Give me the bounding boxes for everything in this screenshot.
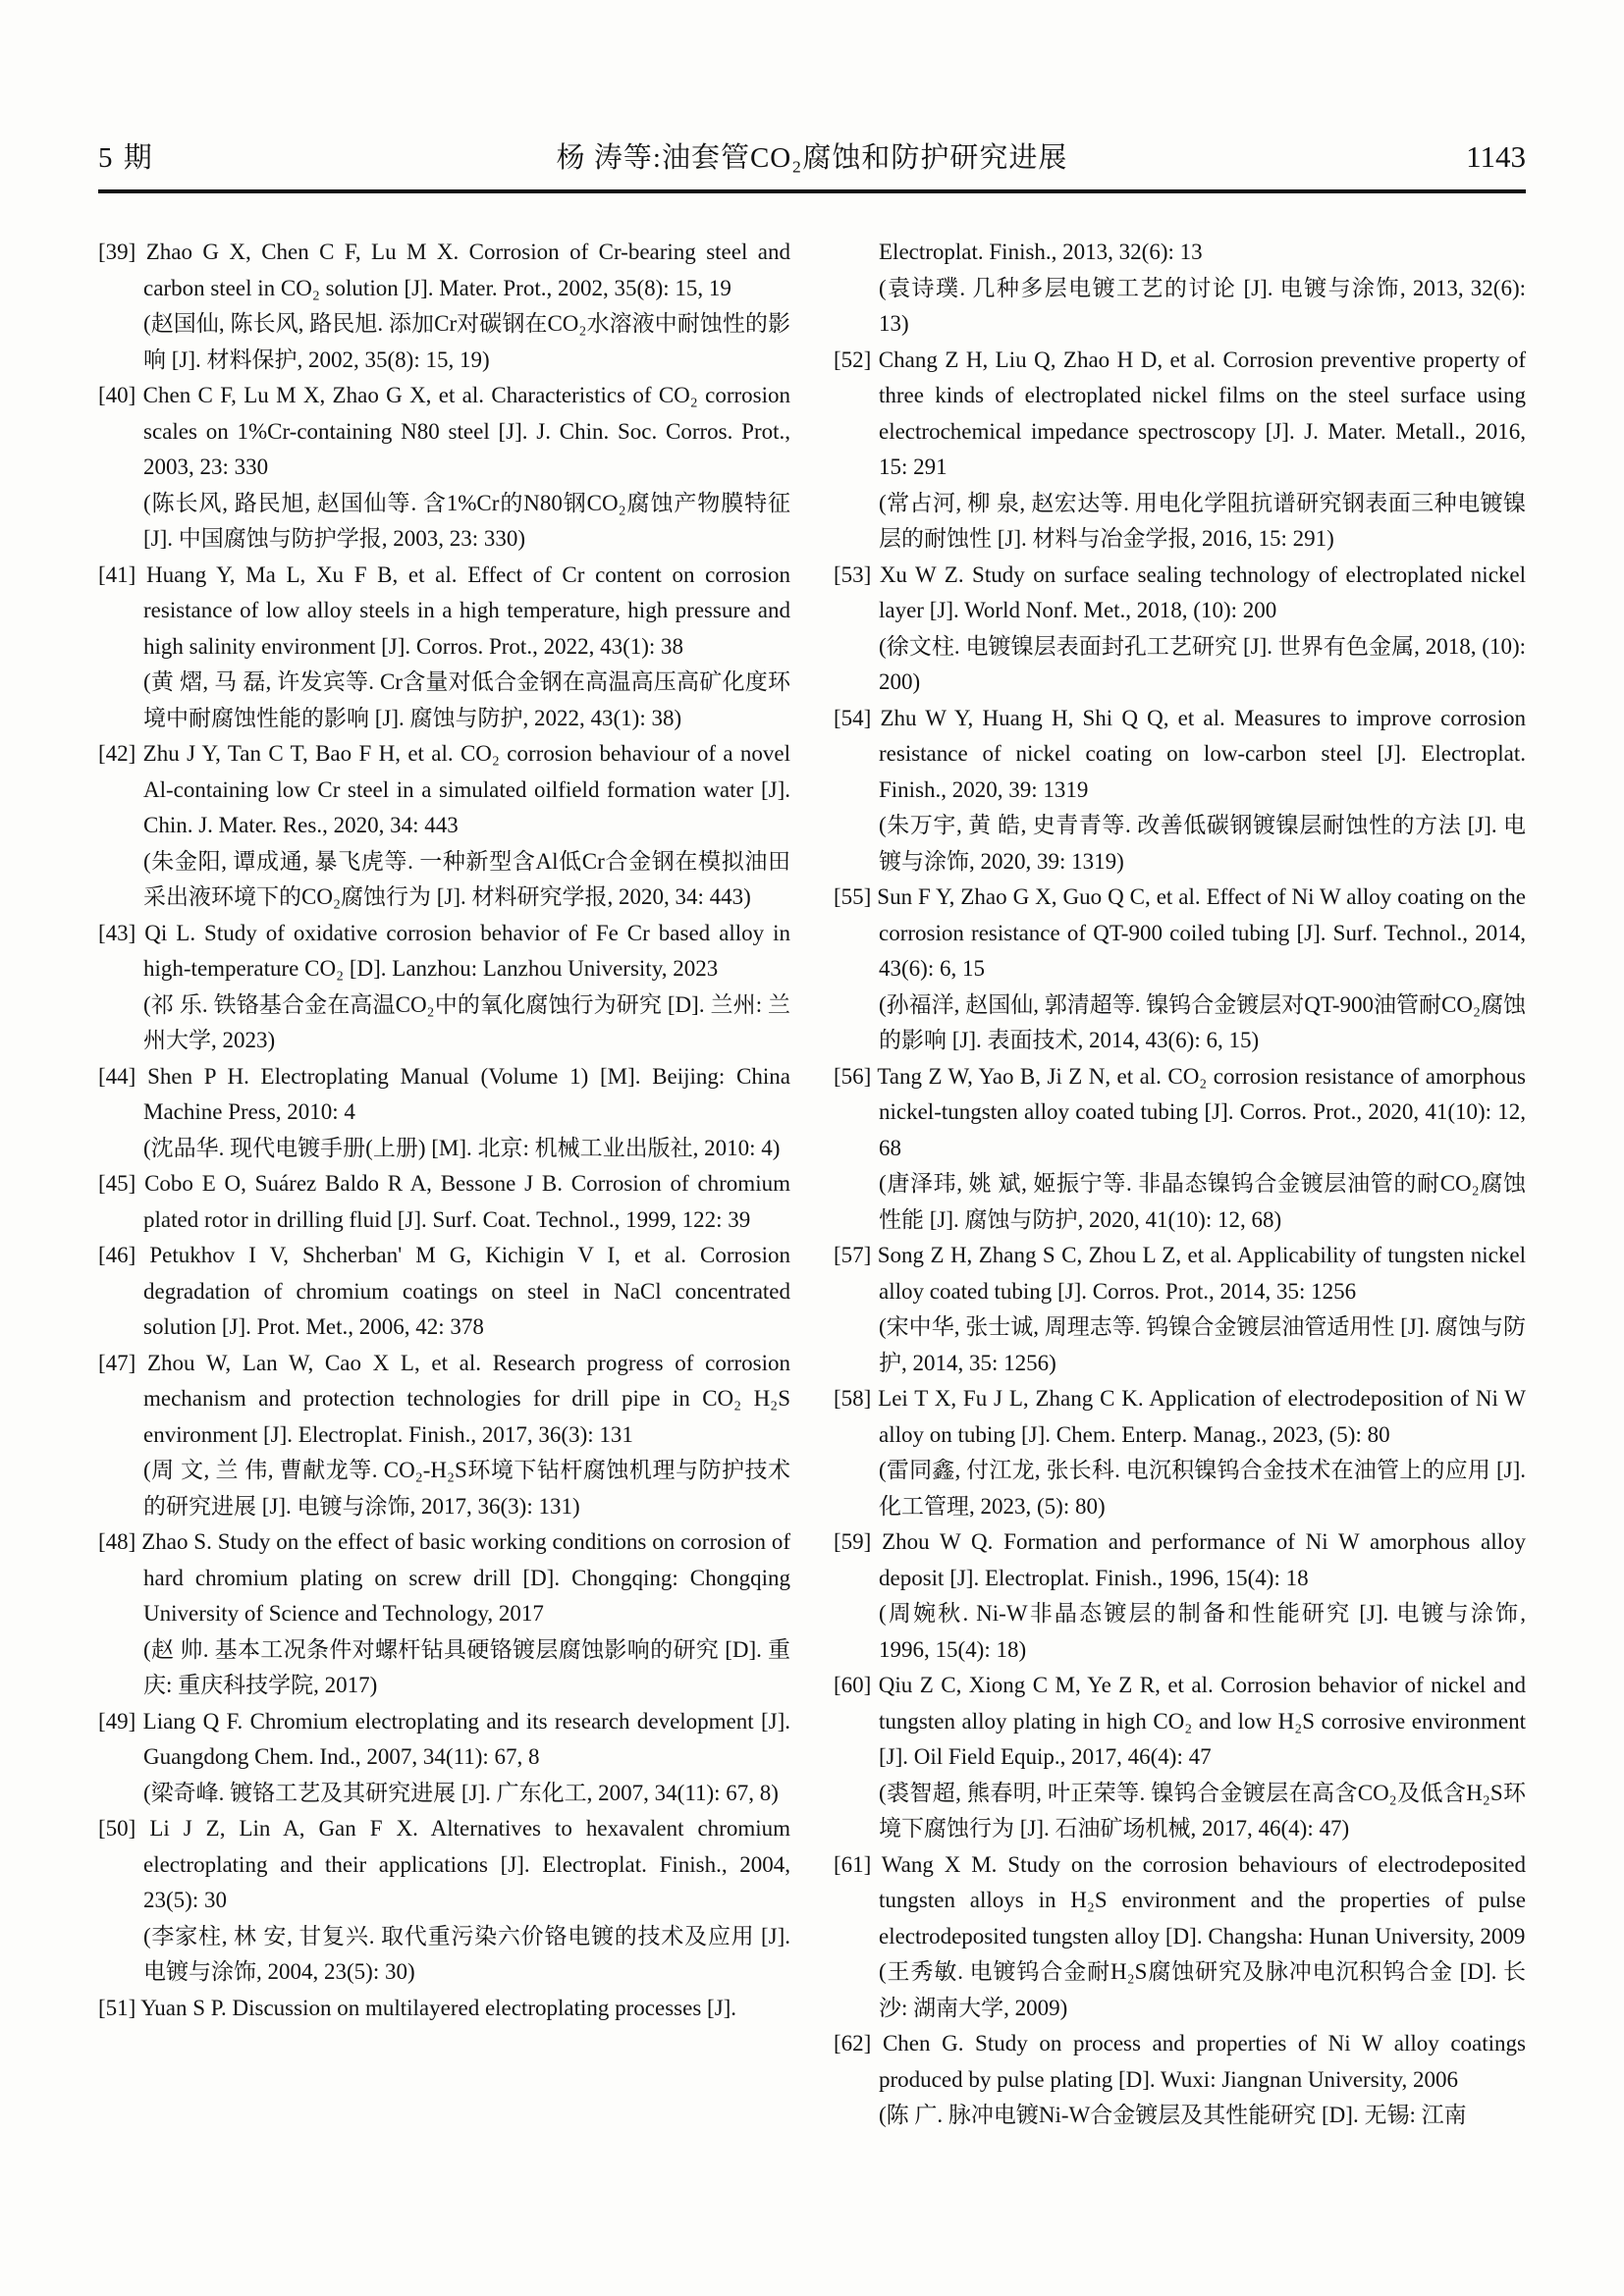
page-header bbox=[98, 135, 1526, 176]
reference-item bbox=[834, 1059, 1526, 1239]
reference-label: [46] bbox=[98, 1243, 150, 1267]
reference-text-cn: (常占河, 柳 泉, 赵宏达等. 用电化学阻抗谱研究钢表面三种电镀镍层的耐蚀性 [J]. 材料与冶金学报, 2016, 15: 291) bbox=[879, 490, 1526, 551]
reference-label: [45] bbox=[98, 1171, 145, 1196]
reference-text-en: Yuan S P. Discussion on multilayered electroplating processes [J]. bbox=[140, 1995, 737, 2020]
reference-label: [58] bbox=[834, 1386, 879, 1411]
issue-number: 5 期 bbox=[98, 142, 154, 174]
reference-text-en: Huang Y, Ma L, Xu F B, et al. Effect of Cr content on corrosion resistance of low alloy steels in a high temperature, high pressure and high salinity environment [J]. Corros. Prot., 2022, 43(1): 38 bbox=[143, 561, 790, 659]
reference-item bbox=[834, 701, 1526, 881]
reference-label: [41] bbox=[98, 561, 146, 587]
reference-text-en: Chang Z H, Liu Q, Zhao H D, et al. Corrosion preventive property of three kinds of electroplated nickel films on the steel surface using electrochemical impedance spectroscopy [J]. J. Mater. Metall., 2016, 15: 291 bbox=[878, 347, 1526, 479]
reference-item bbox=[834, 1524, 1526, 1668]
reference-text-cn: (王秀敏. 电镀钨合金耐H₂S腐蚀研究及脉冲电沉积钨合金 [D]. 长沙: 湖南大学, 2009) bbox=[879, 1959, 1526, 2020]
reference-text-cn: (朱金阳, 谭成通, 暴飞虎等. 一种新型含Al低Cr合金钢在模拟油田采出液环境下的CO₂腐蚀行为 [J]. 材料研究学报, 2020, 34: 443) bbox=[143, 848, 790, 909]
reference-label: [60] bbox=[834, 1673, 879, 1697]
reference-text-cn: (梁奇峰. 镀铬工艺及其研究进展 [J]. 广东化工, 2007, 34(11): 67, 8) bbox=[143, 1780, 779, 1805]
reference-text-en: Cobo E O, Suárez Baldo R A, Bessone J B. Corrosion of chromium plated rotor in drilling fluid [J]. Surf. Coat. Technol., 1999, 122: 39 bbox=[143, 1171, 790, 1232]
references-column-right bbox=[834, 235, 1526, 2134]
reference-item bbox=[98, 1238, 790, 1346]
reference-item bbox=[98, 1991, 790, 2027]
reference-item bbox=[98, 1059, 790, 1167]
reference-text-cn: (赵 帅. 基本工况条件对螺杆钻具硬铬镀层腐蚀影响的研究 [D]. 重庆: 重庆科技学院, 2017) bbox=[143, 1636, 790, 1697]
reference-item bbox=[834, 1668, 1526, 1847]
reference-text-en: Electroplat. Finish., 2013, 32(6): 13 bbox=[879, 240, 1203, 264]
reference-label: [47] bbox=[98, 1350, 147, 1375]
reference-text-en: Xu W Z. Study on surface sealing technology of electroplated nickel layer [J]. World Nonf. Met., 2018, (10): 200 bbox=[879, 561, 1526, 622]
reference-text-en: Zhou W Q. Formation and performance of Ni W amorphous alloy deposit [J]. Electroplat. Finish., 1996, 15(4): 18 bbox=[879, 1529, 1526, 1590]
reference-item bbox=[834, 558, 1526, 701]
reference-text-en: Zhao G X, Chen C F, Lu M X. Corrosion of Cr-bearing steel and carbon steel in CO₂ solution [J]. Mater. Prot., 2002, 35(8): 15, 19 bbox=[143, 240, 790, 300]
reference-text-en: Tang Z W, Yao B, Ji Z N, et al. CO₂ corrosion resistance of amorphous nickel-tungsten alloy coated tubing [J]. Corros. Prot., 2020, 41(10): 12, 68 bbox=[877, 1063, 1527, 1160]
reference-item bbox=[98, 1704, 790, 1812]
reference-text-en: Qi L. Study of oxidative corrosion behavior of Fe Cr based alloy in high-temperature CO₂ [D]. Lanzhou: Lanzhou University, 2023 bbox=[143, 920, 790, 981]
reference-label: [52] bbox=[834, 347, 879, 372]
reference-item bbox=[834, 880, 1526, 1059]
reference-label: [42] bbox=[98, 741, 143, 766]
reference-label: [56] bbox=[834, 1063, 878, 1089]
reference-label: [48] bbox=[98, 1529, 142, 1554]
reference-label: [59] bbox=[834, 1529, 883, 1554]
reference-item bbox=[98, 235, 790, 378]
reference-label: [39] bbox=[98, 240, 146, 264]
reference-text-en: Lei T X, Fu J L, Zhang C K. Application of electrodeposition of Ni W alloy on tubing [J]. Chem. Enterp. Manag., 2023, (5): 80 bbox=[878, 1386, 1526, 1447]
reference-text-cn: (徐文柱. 电镀镍层表面封孔工艺研究 [J]. 世界有色金属, 2018, (10): 200) bbox=[879, 633, 1526, 694]
reference-item bbox=[98, 1811, 790, 1991]
reference-item bbox=[834, 1381, 1526, 1524]
reference-text-cn: (宋中华, 张士诚, 周理志等. 钨镍合金镀层油管适用性 [J]. 腐蚀与防护, 2014, 35: 1256) bbox=[879, 1314, 1526, 1375]
references-column-left bbox=[98, 235, 790, 2134]
reference-item bbox=[98, 1166, 790, 1238]
reference-label: [53] bbox=[834, 561, 880, 587]
reference-item bbox=[98, 916, 790, 1059]
reference-text-en: Chen C F, Lu M X, Zhao G X, et al. Characteristics of CO₂ corrosion scales on 1%Cr-containing N80 steel [J]. J. Chin. Soc. Corros. Prot., 2003, 23: 330 bbox=[142, 383, 790, 479]
reference-text-cn: (陈 广. 脉冲电镀Ni-W合金镀层及其性能研究 [D]. 无锡: 江南 bbox=[879, 2103, 1467, 2127]
reference-text-cn: (裘智超, 熊春明, 叶正荣等. 镍钨合金镀层在高含CO₂及低含H₂S环境下腐蚀行为 [J]. 石油矿场机械, 2017, 46(4): 47) bbox=[879, 1780, 1526, 1841]
reference-item bbox=[834, 2026, 1526, 2134]
reference-label: [55] bbox=[834, 884, 878, 909]
reference-label: [40] bbox=[98, 383, 143, 407]
reference-text-cn: (周 文, 兰 伟, 曹献龙等. CO₂-H₂S环境下钻杆腐蚀机理与防护技术的研究进展 [J]. 电镀与涂饰, 2017, 36(3): 131) bbox=[143, 1458, 790, 1519]
reference-text-cn: (雷同鑫, 付江龙, 张长科. 电沉积镍钨合金技术在油管上的应用 [J]. 化工管理, 2023, (5): 80) bbox=[879, 1458, 1526, 1519]
reference-text-cn: (李家柱, 林 安, 甘复兴. 取代重污染六价铬电镀的技术及应用 [J]. 电镀与涂饰, 2004, 23(5): 30) bbox=[143, 1923, 790, 1984]
reference-text-cn: (祁 乐. 铁铬基合金在高温CO₂中的氧化腐蚀行为研究 [D]. 兰州: 兰州大学, 2023) bbox=[143, 991, 790, 1052]
reference-text-en: Song Z H, Zhang S C, Zhou L Z, et al. Applicability of tungsten nickel alloy coated tubing [J]. Corros. Prot., 2014, 35: 1256 bbox=[877, 1243, 1526, 1304]
reference-text-en: Shen P H. Electroplating Manual (Volume 1) [M]. Beijing: China Machine Press, 2010: 4 bbox=[143, 1063, 790, 1124]
reference-item bbox=[834, 1238, 1526, 1381]
reference-text-cn: (陈长风, 路民旭, 赵国仙等. 含1%Cr的N80钢CO₂腐蚀产物膜特征 [J]. 中国腐蚀与防护学报, 2003, 23: 330) bbox=[143, 490, 790, 551]
header-rule bbox=[98, 189, 1526, 193]
reference-text-en: Li J Z, Lin A, Gan F X. Alternatives to hexavalent chromium electroplating and their applications [J]. Electroplat. Finish., 2004, 23(5): 30 bbox=[143, 1816, 790, 1912]
reference-label: [43] bbox=[98, 920, 145, 945]
reference-text-en: Zhu W Y, Huang H, Shi Q Q, et al. Measures to improve corrosion resistance of nickel coating on low-carbon steel [J]. Electroplat. Finish., 2020, 39: 1319 bbox=[879, 705, 1526, 802]
reference-item bbox=[834, 1847, 1526, 2027]
reference-text-en: Zhou W, Lan W, Cao X L, et al. Research progress of corrosion mechanism and protection technologies for drill pipe in CO₂ H₂S environment [J]. Electroplat. Finish., 2017, 36(3): 131 bbox=[143, 1350, 790, 1447]
running-title: 杨 涛等:油套管CO₂腐蚀和防护研究进展 bbox=[556, 142, 1068, 174]
reference-text-cn: (袁诗璞. 几种多层电镀工艺的讨论 [J]. 电镀与涂饰, 2013, 32(6): 13) bbox=[879, 275, 1526, 336]
reference-label: [49] bbox=[98, 1708, 143, 1734]
reference-label: [57] bbox=[834, 1243, 878, 1267]
reference-text-en: Chen G. Study on process and properties of Ni W alloy coatings produced by pulse plating [D]. Wuxi: Jiangnan University, 2006 bbox=[879, 2031, 1526, 2092]
reference-label: [50] bbox=[98, 1816, 150, 1841]
reference-text-cn: (黄 熠, 马 磊, 许发宾等. Cr含量对低合金钢在高温高压高矿化度环境中耐腐蚀性能的影响 [J]. 腐蚀与防护, 2022, 43(1): 38) bbox=[143, 669, 790, 730]
reference-item bbox=[98, 1346, 790, 1525]
reference-text-en: Petukhov I V, Shcherban' M G, Kichigin V I, et al. Corrosion degradation of chromium coatings on steel in NaCl concentrated solution [J]. Prot. Met., 2006, 42: 378 bbox=[143, 1243, 790, 1339]
reference-text-en: Liang Q F. Chromium electroplating and its research development [J]. Guangdong Chem. Ind., 2007, 34(11): 67, 8 bbox=[142, 1708, 790, 1769]
reference-label: [62] bbox=[834, 2031, 883, 2056]
reference-text-en: Wang X M. Study on the corrosion behaviours of electrodeposited tungsten alloys in H₂S environment and the properties of pulse electrodeposited tungsten alloy [D]. Changsha: Hunan University, 2009 bbox=[879, 1851, 1526, 1949]
reference-label: [54] bbox=[834, 705, 881, 730]
reference-text-en: Qiu Z C, Xiong C M, Ye Z R, et al. Corrosion behavior of nickel and tungsten alloy plating in high CO₂ and low H₂S corrosive environment [J]. Oil Field Equip., 2017, 46(4): 47 bbox=[878, 1673, 1526, 1769]
references-section bbox=[98, 235, 1526, 2134]
reference-continuation bbox=[834, 235, 1526, 343]
reference-text-en: Sun F Y, Zhao G X, Guo Q C, et al. Effect of Ni W alloy coating on the corrosion resistance of QT-900 coiled tubing [J]. Surf. Technol., 2014, 43(6): 6, 15 bbox=[877, 884, 1526, 981]
reference-item bbox=[98, 558, 790, 737]
reference-item bbox=[98, 1524, 790, 1704]
reference-text-en: Zhu J Y, Tan C T, Bao F H, et al. CO₂ corrosion behaviour of a novel Al-containing low Cr steel in a simulated oilfield formation water [J]. Chin. J. Mater. Res., 2020, 34: 443 bbox=[142, 741, 790, 837]
reference-text-cn: (沈品华. 现代电镀手册(上册) [M]. 北京: 机械工业出版社, 2010: 4) bbox=[143, 1135, 781, 1160]
reference-text-en: Zhao S. Study on the effect of basic working conditions on corrosion of hard chromium plating on screw drill [D]. Chongqing: Chongqing University of Science and Technology, 2017 bbox=[141, 1529, 790, 1626]
reference-label: [61] bbox=[834, 1851, 882, 1877]
reference-text-cn: (赵国仙, 陈长风, 路民旭. 添加Cr对碳钢在CO₂水溶液中耐蚀性的影响 [J]. 材料保护, 2002, 35(8): 15, 19) bbox=[143, 311, 790, 372]
reference-text-cn: (朱万宇, 黄 皓, 史青青等. 改善低碳钢镀镍层耐蚀性的方法 [J]. 电镀与涂饰, 2020, 39: 1319) bbox=[879, 813, 1526, 874]
reference-text-cn: (唐泽玮, 姚 斌, 姬振宁等. 非晶态镍钨合金镀层油管的耐CO₂腐蚀性能 [J]. 腐蚀与防护, 2020, 41(10): 12, 68) bbox=[879, 1171, 1526, 1232]
reference-item bbox=[98, 378, 790, 558]
reference-label: [44] bbox=[98, 1063, 148, 1089]
reference-text-cn: (孙福洋, 赵国仙, 郭清超等. 镍钨合金镀层对QT-900油管耐CO₂腐蚀的影响 [J]. 表面技术, 2014, 43(6): 6, 15) bbox=[879, 991, 1526, 1052]
reference-text-cn: (周婉秋. Ni-W非晶态镀层的制备和性能研究 [J]. 电镀与涂饰, 1996, 15(4): 18) bbox=[879, 1601, 1526, 1662]
reference-item bbox=[834, 343, 1526, 558]
reference-label: [51] bbox=[98, 1995, 141, 2020]
page-number: 1143 bbox=[1466, 139, 1526, 174]
reference-item bbox=[98, 736, 790, 916]
